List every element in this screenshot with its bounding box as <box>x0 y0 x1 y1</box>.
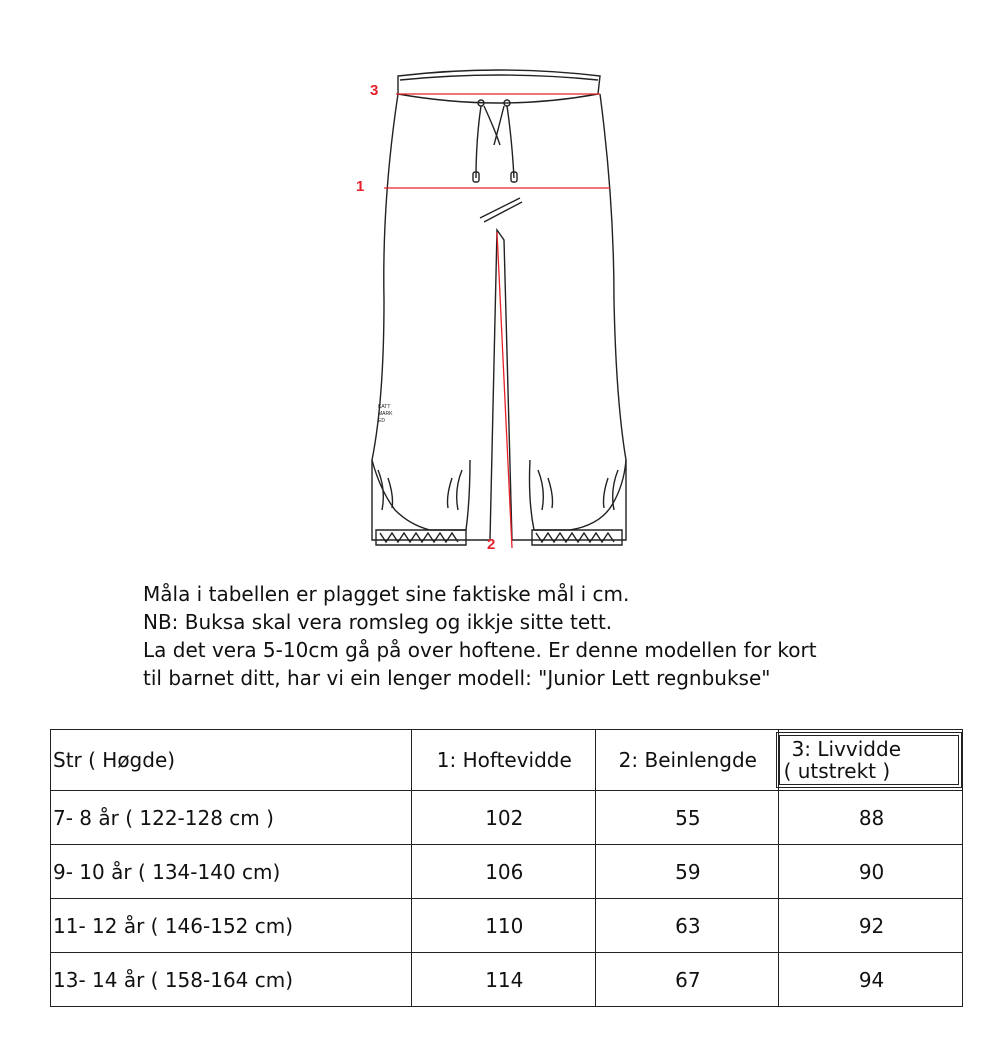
cell-livvidde: 92 <box>779 899 963 953</box>
cell-size: 13- 14 år ( 158-164 cm) <box>51 953 412 1007</box>
cell-beinlengde: 63 <box>595 899 779 953</box>
cell-livvidde: 94 <box>779 953 963 1007</box>
table-header-row <box>51 730 963 791</box>
cell-beinlengde: 67 <box>595 953 779 1007</box>
livvidde-label: 3: Livvidde <box>791 737 902 761</box>
header-size: Str ( Høgde) <box>51 730 412 791</box>
notes-block <box>143 580 903 692</box>
tag-line-1: KATT <box>378 404 391 410</box>
tag-line-2: MARK <box>378 411 393 417</box>
header-beinlengde: 2: Beinlengde <box>595 730 779 791</box>
marker-1: 1 <box>356 178 365 195</box>
livvidde-sublabel: ( utstrekt ) <box>783 759 891 783</box>
cell-hoftevidde: 102 <box>412 791 596 845</box>
table-row <box>51 791 963 845</box>
pants-outline <box>372 94 626 540</box>
marker-2: 2 <box>487 536 496 553</box>
table-row <box>51 845 963 899</box>
livvidde-box <box>779 735 959 785</box>
cell-size: 7- 8 år ( 122-128 cm ) <box>51 791 412 845</box>
marker-3: 3 <box>370 82 379 99</box>
cell-hoftevidde: 106 <box>412 845 596 899</box>
note-line: til barnet ditt, har vi ein lenger modell: "Junior Lett regnbukse" <box>143 666 771 690</box>
cell-beinlengde: 55 <box>595 791 779 845</box>
tag-line-3: ED <box>378 418 385 424</box>
header-hoftevidde: 1: Hoftevidde <box>412 730 596 791</box>
note-line: La det vera 5-10cm gå på over hoftene. Er denne modellen for kort <box>143 638 817 662</box>
cell-livvidde: 88 <box>779 791 963 845</box>
cell-hoftevidde: 114 <box>412 953 596 1007</box>
cell-size: 11- 12 år ( 146-152 cm) <box>51 899 412 953</box>
note-line: NB: Buksa skal vera romsleg og ikkje sitte tett. <box>143 610 613 634</box>
header-livvidde <box>779 730 963 791</box>
cell-hoftevidde: 110 <box>412 899 596 953</box>
note-line: Måla i tabellen er plagget sine faktiske mål i cm. <box>143 582 630 606</box>
size-table <box>50 729 963 1007</box>
cell-beinlengde: 59 <box>595 845 779 899</box>
cell-size: 9- 10 år ( 134-140 cm) <box>51 845 412 899</box>
table-row <box>51 953 963 1007</box>
table-row <box>51 899 963 953</box>
cell-livvidde: 90 <box>779 845 963 899</box>
